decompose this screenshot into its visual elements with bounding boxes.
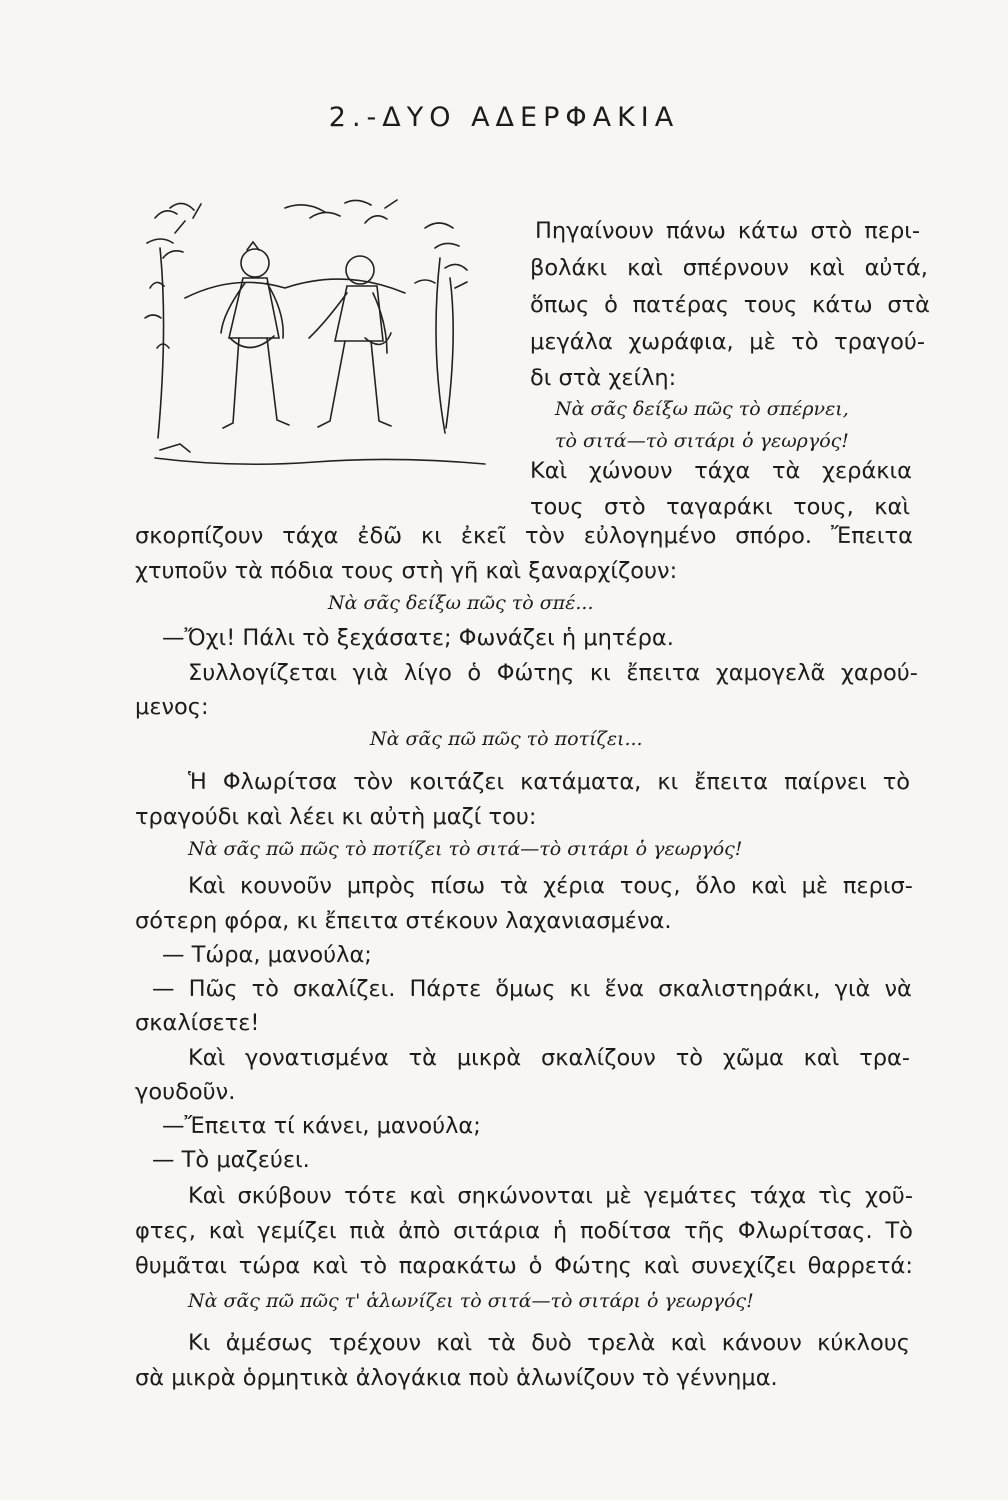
hills	[185, 279, 405, 298]
text-line: Καὶ γονατισμένα τὰ μικρὰ σκαλίζουν τὸ χῶμα καὶ τρα-	[188, 1045, 910, 1071]
text-line: τους στὸ ταγαράκι τους, καὶ	[530, 494, 910, 520]
verse-line: τὸ σιτά—τὸ σιτάρι ὁ γεωργός!	[555, 430, 849, 452]
text-line: — Τώρα, μανούλα;	[162, 942, 372, 968]
verse-line: Νὰ σᾶς πῶ πῶς τὸ ποτίζει τὸ σιτά—τὸ σιτάρι ὁ γεωργός!	[188, 838, 743, 860]
text-line: Πηγαίνουν πάνω κάτω στὸ περι-	[535, 218, 920, 244]
text-line: Κι ἀμέσως τρέχουν καὶ τὰ δυὸ τρελὰ καὶ κάνουν κύκλους	[188, 1330, 910, 1356]
illustration-children-sowing	[135, 188, 495, 493]
text-line: —Ὄχι! Πάλι τὸ ξεχάσατε; Φωνάζει ἡ μητέρα.	[162, 625, 674, 651]
verse-line: Νὰ σᾶς δείξω πῶς τὸ σπέρνει,	[555, 398, 849, 420]
chapter-title: 2.-ΔΥΟ ΑΔΕΡΦΑΚΙΑ	[328, 102, 680, 133]
text-line: σκαλίσετε!	[135, 1010, 260, 1036]
text-line: Καὶ χώνουν τάχα τὰ χεράκια	[530, 458, 912, 484]
text-line: Συλλογίζεται γιὰ λίγο ὁ Φώτης κι ἔπειτα χαμογελᾶ χαρού-	[188, 660, 918, 686]
text-line: θυμᾶται τώρα καὶ τὸ παρακάτω ὁ Φώτης καὶ συνεχίζει θαρρετά:	[135, 1253, 913, 1279]
text-line: σότερη φόρα, κι ἔπειτα στέκουν λαχανιασμένα.	[135, 908, 672, 934]
tree-trunk-left	[158, 248, 164, 438]
verse-line: Νὰ σᾶς πῶ πῶς τὸ ποτίζει...	[370, 728, 643, 750]
text-line: Ἡ Φλωρίτσα τὸν κοιτάζει κατάματα, κι ἔπειτα παίρνει τὸ	[188, 769, 910, 795]
text-line: μεγάλα χωράφια, μὲ τὸ τραγού-	[530, 329, 925, 355]
text-line: χτυποῦν τὰ πόδια τους στὴ γῆ καὶ ξαναρχίζουν:	[135, 558, 678, 584]
text-line: δι στὰ χείλη:	[530, 365, 677, 391]
girl-figure	[221, 242, 289, 428]
text-line: Καὶ κουνοῦν μπρὸς πίσω τὰ χέρια τους, ὅλο καὶ μὲ περισ-	[188, 873, 913, 899]
text-line: — Πῶς τὸ σκαλίζει. Πάρτε ὅμως κι ἕνα σκαλιστηράκι, γιὰ νὰ	[152, 976, 912, 1002]
text-line: σὰ μικρὰ ὁρμητικὰ ἀλογάκια ποὺ ἁλωνίζουν τὸ γέννημα.	[135, 1365, 778, 1391]
text-line: Καὶ σκύβουν τότε καὶ σηκώνονται μὲ γεμάτες τάχα τὶς χοῦ-	[188, 1183, 913, 1209]
text-line: μενος:	[135, 694, 209, 720]
text-line: ὅπως ὁ πατέρας τους κάτω στὰ	[530, 292, 930, 318]
ground	[155, 444, 485, 464]
tree-foliage	[145, 200, 467, 348]
boy-figure	[309, 256, 391, 427]
text-line: — Τὸ μαζεύει.	[152, 1147, 310, 1173]
verse-line: Νὰ σᾶς δείξω πῶς τὸ σπέ...	[328, 592, 594, 614]
text-line: βολάκι καὶ σπέρνουν καὶ αὐτά,	[530, 255, 928, 281]
text-line: —Ἔπειτα τί κάνει, μανούλα;	[162, 1113, 481, 1139]
text-line: γουδοῦν.	[135, 1079, 236, 1105]
tree-trunk-right	[436, 258, 453, 433]
text-line: φτες, καὶ γεμίζει πιὰ ἀπὸ σιτάρια ἡ ποδίτσα τῆς Φλωρίτσας. Τὸ	[135, 1218, 913, 1244]
verse-line: Νὰ σᾶς πῶ πῶς τ' ἁλωνίζει τὸ σιτά—τὸ σιτάρι ὁ γεωργός!	[188, 1290, 754, 1312]
text-line: σκορπίζουν τάχα ἐδῶ κι ἐκεῖ τὸν εὐλογημένο σπόρο. Ἔπειτα	[135, 523, 913, 549]
text-line: τραγούδι καὶ λέει κι αὐτὴ μαζί του:	[135, 804, 537, 830]
